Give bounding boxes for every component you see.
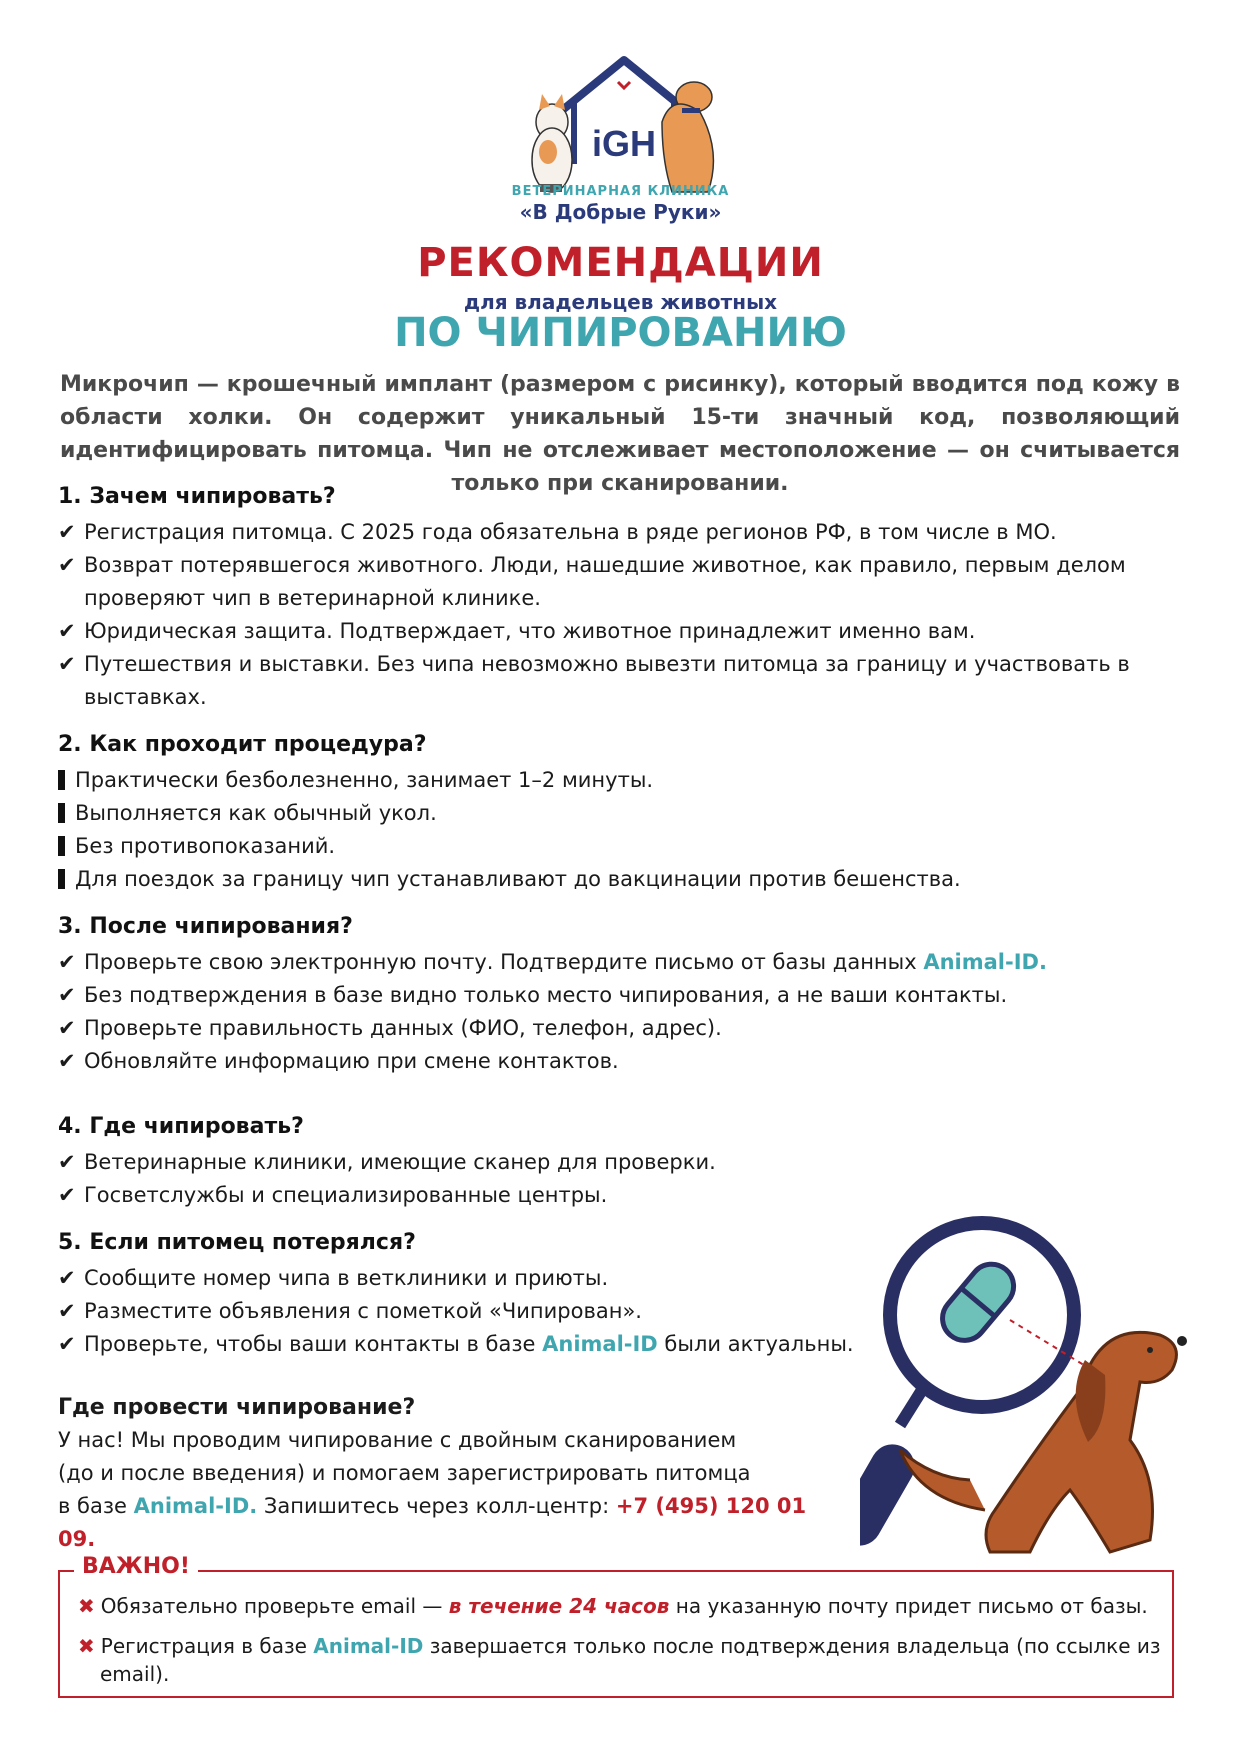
svg-text:iGH: iGH	[591, 123, 657, 164]
list-item: ✔ Обновляйте информацию при смене контактов.	[58, 1049, 619, 1073]
list-item: ✔ Регистрация питомца. С 2025 года обязательна в ряде регионов РФ, в том числе в МО.	[58, 520, 1057, 544]
section-heading: 2. Как проходит процедура?	[58, 732, 427, 757]
bullet-bar-icon	[58, 836, 65, 856]
where-to-chip	[58, 1395, 838, 1556]
list-item: ✔ Путешествия и выставки. Без чипа невозможно вывезти питомца за границу и участвовать в выставках.	[58, 652, 1130, 709]
section-heading: Где провести чипирование?	[58, 1395, 416, 1420]
list-item: ✔ Госветслужбы и специализированные центры.	[58, 1183, 608, 1207]
list-item: ✔ Возврат потерявшегося животного. Люди, нашедшие животное, как правило, первым делом проверяют чип в ветеринарной клинике.	[58, 553, 1126, 610]
animal-id-link: Animal-ID	[313, 1634, 424, 1658]
list-item: Выполняется как обычный укол.	[58, 797, 1188, 830]
section-procedure	[58, 730, 1188, 896]
animal-id-link: Animal-ID.	[133, 1494, 258, 1518]
list-item: ✔ Юридическая защита. Подтверждает, что животное принадлежит именно вам.	[58, 619, 976, 643]
phone-number: +7 (495) 120 01 09.	[58, 1494, 807, 1551]
section-lost	[58, 1228, 918, 1361]
clinic-name-line2: «В Добрые Руки»	[519, 200, 722, 224]
intro-paragraph: Микрочип — крошечный имплант (размером с рисинку), который вводится под кожу в области холки. Он содержит уникальный 15-ти значный код, позволяющий идентифицировать питомца. Чип не отслеживает местоположение — он считывается только при сканировании.	[60, 372, 1180, 496]
section-heading: 1. Зачем чипировать?	[58, 484, 336, 509]
list-item: ✔ Ветеринарные клиники, имеющие сканер для проверки.	[58, 1150, 716, 1174]
important-notice	[58, 1554, 1174, 1698]
list-item: Без противопоказаний.	[58, 830, 1188, 863]
important-label: ВАЖНО!	[74, 1554, 198, 1579]
where-line: (до и после введения) и помогаем зарегистрировать питомца	[58, 1461, 751, 1485]
section-why	[58, 482, 1188, 714]
where-line: У нас! Мы проводим чипирование с двойным сканированием	[58, 1428, 737, 1452]
section-after	[58, 912, 1188, 1078]
animal-id-link: Animal-ID	[542, 1332, 658, 1356]
list-item: ✔ Без подтверждения в базе видно только место чипирования, а не ваши контакты.	[58, 983, 1008, 1007]
bullet-bar-icon	[58, 770, 65, 790]
animal-id-link: Animal-ID.	[923, 950, 1047, 974]
list-item: ✔ Проверьте правильность данных (ФИО, телефон, адрес).	[58, 1016, 722, 1040]
magnifier-dog-illustration	[860, 1210, 1200, 1570]
section-heading: 3. После чипирования?	[58, 914, 353, 939]
section-heading: 4. Где чипировать?	[58, 1114, 304, 1139]
list-item: ✔ Проверьте свою электронную почту. Подтвердите письмо от базы данных Animal-ID.	[58, 950, 1047, 974]
cross-icon: ✖	[78, 1594, 95, 1618]
list-item: ✔ Проверьте, чтобы ваши контакты в базе Animal-ID были актуальны.	[58, 1332, 854, 1356]
list-item: Для поездок за границу чип устанавливают до вакцинации против бешенства.	[58, 863, 1188, 896]
bullet-bar-icon	[58, 869, 65, 889]
where-line: в базе Animal-ID. Запишитесь через колл-центр: +7 (495) 120 01 09.	[58, 1494, 807, 1551]
list-item: ✔ Сообщите номер чипа в ветклиники и приюты.	[58, 1266, 609, 1290]
list-item: ✔ Разместите объявления с пометкой «Чипирован».	[58, 1299, 642, 1323]
page-title: РЕКОМЕНДАЦИИ	[417, 240, 824, 286]
section-where	[58, 1112, 1188, 1212]
clinic-name-line1: ВЕТЕРИНАРНАЯ КЛИНИКА	[511, 184, 730, 199]
page-title-secondary: ПО ЧИПИРОВАНИЮ	[394, 310, 847, 356]
bullet-bar-icon	[58, 803, 65, 823]
list-item: Практически безболезненно, занимает 1–2 минуты.	[58, 764, 1188, 797]
section-heading: 5. Если питомец потерялся?	[58, 1230, 416, 1255]
important-item: ✖ Регистрация в базе Animal-ID завершается только после подтверждения владельца (по ссылке из email).	[78, 1634, 1161, 1686]
page-subtitle: для владельцев животных	[463, 290, 778, 314]
cross-icon: ✖	[78, 1634, 95, 1658]
important-item: ✖ Обязательно проверьте email — в течение 24 часов на указанную почту придет письмо от базы.	[78, 1594, 1148, 1618]
